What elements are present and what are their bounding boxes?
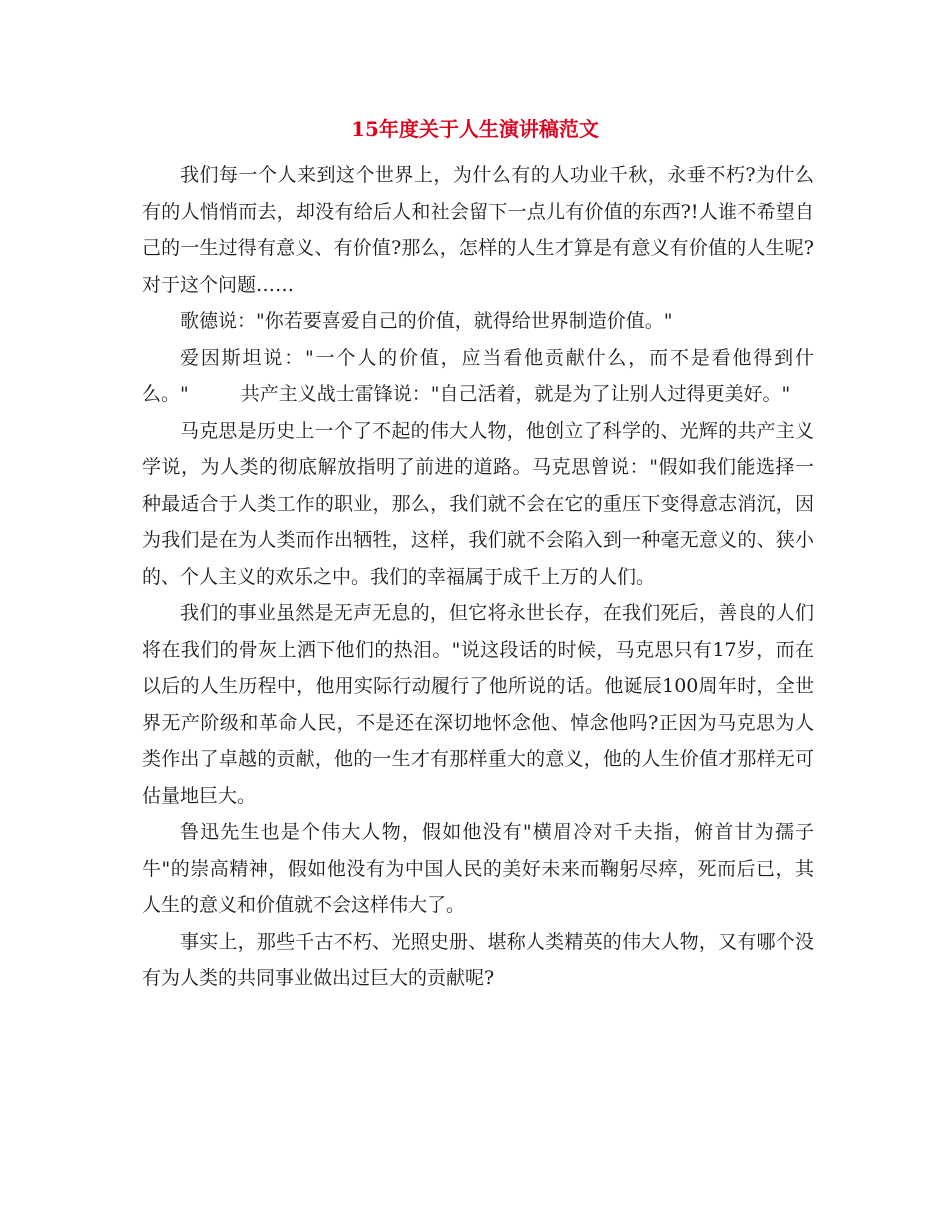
paragraph-conclusion: 事实上，那些千古不朽、光照史册、堪称人类精英的伟大人物，又有哪个没有为人类的共同事业做出过巨大的贡献呢? bbox=[142, 930, 814, 989]
paragraph-luxun: 鲁迅先生也是个伟大人物，假如他没有"横眉冷对千夫指，俯首甘为孺子牛"的崇高精神，假如他没有为中国人民的美好未来而鞠躬尽瘁，死而后已，其人生的意义和价值就不会这样伟大了。 bbox=[142, 821, 814, 916]
paragraph-goethe-quote: 歌德说："你若要喜爱自己的价值，就得给世界制造价值。" bbox=[180, 310, 673, 332]
paragraph-marx-continued: 我们的事业虽然是无声无息的，但它将永世长存，在我们死后，善良的人们将在我们的骨灰上洒下他们的热泪。"说这段话的时候，马克思只有17岁，而在以后的人生历程中，他用实际行动履行了他所说的话。他诞辰100周年时，全世界无产阶级和革命人民，不是还在深切地怀念他、悼念他吗?正因为马克思为人类作出了卓越的贡献，他的一生才有那样重大的意义，他的人生价值才那样无可估量地巨大。 bbox=[142, 602, 814, 807]
paragraph-einstein-quote bbox=[142, 340, 814, 413]
paragraph-marx: 马克思是历史上一个了不起的伟大人物，他创立了科学的、光辉的共产主义学说，为人类的彻底解放指明了前进的道路。马克思曾说："假如我们能选择一种最适合于人类工作的职业，那么，我们就不会在它的重压下变得意志消沉，因为我们是在为人类而作出牺牲，这样，我们就不会陷入到一种毫无意义的、狭小的、个人主义的欢乐之中。我们的幸福属于成千上万的人们。 bbox=[142, 419, 814, 588]
document-title: 15年度关于人生演讲稿范文 bbox=[351, 117, 599, 141]
document-body bbox=[142, 157, 814, 997]
paragraph-intro: 我们每一个人来到这个世界上，为什么有的人功业千秋，永垂不朽?为什么有的人悄悄而去，却没有给后人和社会留下一点儿有价值的东西?!人谁不希望自己的一生过得有意义、有价值?那么，怎样的人生才算是有意义有价值的人生呢?对于这个问题…… bbox=[142, 164, 814, 296]
einstein-quote-text: 爱因斯坦说："一个人的价值，应当看他贡献什么，而不是看他得到什么。" bbox=[142, 346, 814, 405]
leifeng-quote-text: 共产主义战士雷锋说："自己活着，就是为了让别人过得更美好。" bbox=[240, 383, 791, 405]
